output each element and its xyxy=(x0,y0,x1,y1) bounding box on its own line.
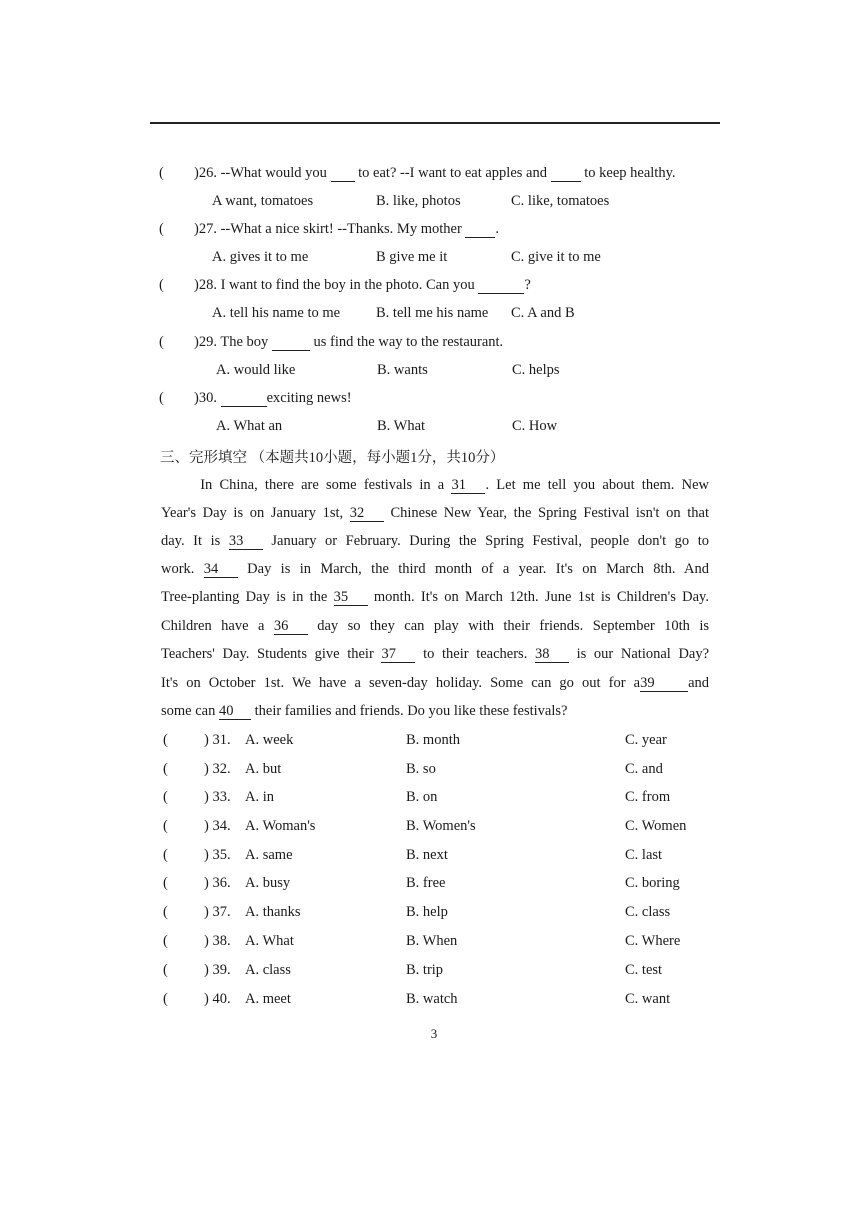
passage-line xyxy=(161,477,709,494)
option-b: B. help xyxy=(406,904,448,920)
page-number: 3 xyxy=(430,1026,438,1041)
option-a: A. week xyxy=(245,732,294,748)
answer-paren: ( xyxy=(163,789,168,805)
option-b: B. like, photos xyxy=(376,193,461,209)
option-a: A. gives it to me xyxy=(212,249,309,265)
option-c: C. year xyxy=(625,732,667,748)
header-rule xyxy=(150,122,720,124)
question-number: ) 36. xyxy=(204,875,231,891)
passage-text: and xyxy=(688,675,709,691)
option-a: A. What an xyxy=(216,418,283,434)
passage-line xyxy=(161,703,709,720)
option-c: C. boring xyxy=(625,875,680,891)
answer-paren: ( xyxy=(163,847,168,863)
answer-paren: ( xyxy=(159,334,164,350)
question-number: )28. xyxy=(194,277,217,293)
stem-text: to keep healthy. xyxy=(584,165,676,181)
answer-paren: ( xyxy=(159,221,164,237)
cloze-blank: 34 xyxy=(204,562,238,578)
answer-blank xyxy=(221,391,267,407)
question-number: )30. xyxy=(194,390,217,406)
passage-text: January or February. During the Spring Festival, people don't go to xyxy=(271,533,709,549)
option-b: B. What xyxy=(377,418,426,434)
question-number: ) 39. xyxy=(204,962,231,978)
cloze-blank: 33 xyxy=(229,534,263,550)
option-a: A. in xyxy=(245,789,274,805)
question-number: )27. xyxy=(194,221,217,237)
cloze-blank: 40 xyxy=(219,704,251,720)
answer-blank xyxy=(465,222,495,238)
stem-text: --What would you xyxy=(220,165,327,181)
passage-text: work. xyxy=(161,561,195,577)
answer-blank xyxy=(551,166,581,182)
passage-line xyxy=(161,505,709,522)
section-heading: 三、完形填空 （本题共10小题，每小题1分，共10分） xyxy=(160,450,505,466)
option-b: B. When xyxy=(406,933,458,949)
question-stem xyxy=(194,334,503,351)
option-b: B. watch xyxy=(406,991,458,1007)
option-a: A. same xyxy=(245,847,293,863)
option-c: C. class xyxy=(625,904,671,920)
passage-text: . Let me tell you about them. New xyxy=(485,477,709,493)
passage-text: day. It is xyxy=(161,533,221,549)
answer-blank xyxy=(331,166,355,182)
option-b: B give me it xyxy=(376,249,448,265)
option-b: B. free xyxy=(406,875,446,891)
option-a: A. would like xyxy=(216,362,296,378)
answer-paren: ( xyxy=(163,818,168,834)
option-b: B. so xyxy=(406,761,436,777)
answer-blank xyxy=(272,335,310,351)
question-number: ) 35. xyxy=(204,847,231,863)
passage-text: month. It's on March 12th. June 1st is Children's Day. xyxy=(373,589,709,605)
option-b: B. month xyxy=(406,732,460,748)
stem-text: --What a nice skirt! --Thanks. My mother xyxy=(220,221,462,237)
passage-line xyxy=(161,646,709,663)
option-c: C. Women xyxy=(625,818,687,834)
stem-text: I want to find the boy in the photo. Can you xyxy=(220,277,475,293)
question-number: ) 31. xyxy=(204,732,231,748)
passage-text: Teachers' Day. Students give their xyxy=(161,646,374,662)
option-c: C. from xyxy=(625,789,671,805)
option-c: C. and xyxy=(625,761,663,777)
passage-text: is our National Day? xyxy=(576,646,710,662)
option-a: A. What xyxy=(245,933,294,949)
cloze-blank: 32 xyxy=(350,506,384,522)
question-stem xyxy=(194,165,676,182)
passage-text: Tree-planting Day is in the xyxy=(161,589,328,605)
stem-text: to eat? --I want to eat apples and xyxy=(358,165,547,181)
passage-line xyxy=(161,618,709,635)
answer-blank xyxy=(478,278,524,294)
stem-text: . xyxy=(495,221,500,237)
question-number: ) 37. xyxy=(204,904,231,920)
passage-text: Day is in March, the third month of a year. It's on March 8th. And xyxy=(247,561,709,577)
stem-text: us find the way to the restaurant. xyxy=(313,334,504,350)
cloze-blank: 35 xyxy=(334,590,368,606)
question-stem xyxy=(194,277,531,294)
option-c: C. last xyxy=(625,847,663,863)
option-a: A. Woman's xyxy=(245,818,316,834)
answer-paren: ( xyxy=(159,390,164,406)
option-c: C. test xyxy=(625,962,663,978)
cloze-blank: 31 xyxy=(451,478,485,494)
passage-text: Children have a xyxy=(161,618,265,634)
option-c: C. How xyxy=(512,418,558,434)
answer-paren: ( xyxy=(159,277,164,293)
question-number: ) 32. xyxy=(204,761,231,777)
option-a: A. busy xyxy=(245,875,291,891)
question-number: ) 34. xyxy=(204,818,231,834)
option-c: C. give it to me xyxy=(511,249,601,265)
cloze-blank: 39 xyxy=(640,676,688,692)
passage-text: some can xyxy=(161,703,216,719)
cloze-blank: 38 xyxy=(535,647,569,663)
question-number: ) 33. xyxy=(204,789,231,805)
answer-paren: ( xyxy=(163,904,168,920)
option-b: B. on xyxy=(406,789,438,805)
option-a: A. thanks xyxy=(245,904,301,920)
option-a: A. class xyxy=(245,962,291,978)
answer-paren: ( xyxy=(163,875,168,891)
option-c: C. A and B xyxy=(511,305,575,321)
option-a: A want, tomatoes xyxy=(212,193,314,209)
option-c: C. helps xyxy=(512,362,560,378)
option-b: B. trip xyxy=(406,962,444,978)
passage-line xyxy=(161,589,709,606)
option-b: B. wants xyxy=(377,362,428,378)
stem-text: exciting news! xyxy=(266,390,352,406)
question-stem xyxy=(194,221,499,238)
option-b: B. tell me his name xyxy=(376,305,489,321)
passage-text: day so they can play with their friends. September 10th is xyxy=(317,618,709,634)
passage-line xyxy=(161,561,709,578)
option-a: A. but xyxy=(245,761,282,777)
question-number: )26. xyxy=(194,165,217,181)
option-b: B. Women's xyxy=(406,818,476,834)
answer-paren: ( xyxy=(159,165,164,181)
question-number: ) 40. xyxy=(204,991,231,1007)
question-stem xyxy=(194,390,352,407)
stem-text: The boy xyxy=(220,334,269,350)
passage-text: Chinese New Year, the Spring Festival isn't on that xyxy=(390,505,709,521)
answer-paren: ( xyxy=(163,761,168,777)
answer-paren: ( xyxy=(163,933,168,949)
option-a: A. meet xyxy=(245,991,291,1007)
cloze-blank: 37 xyxy=(381,647,415,663)
question-number: ) 38. xyxy=(204,933,231,949)
passage-text: In China, there are some festivals in a xyxy=(193,477,445,493)
option-c: C. Where xyxy=(625,933,681,949)
answer-paren: ( xyxy=(163,991,168,1007)
passage-text: to their teachers. xyxy=(423,646,528,662)
option-b: B. next xyxy=(406,847,448,863)
option-a: A. tell his name to me xyxy=(212,305,341,321)
passage-line xyxy=(161,533,709,550)
passage-line xyxy=(161,675,709,692)
passage-text: their families and friends. Do you like these festivals? xyxy=(254,703,568,719)
cloze-blank: 36 xyxy=(274,619,308,635)
stem-text: ? xyxy=(524,277,531,293)
passage-text: It's on October 1st. We have a seven-day holiday. Some can go out for a xyxy=(161,675,641,691)
passage-text: Year's Day is on January 1st, xyxy=(161,505,344,521)
question-number: )29. xyxy=(194,334,217,350)
answer-paren: ( xyxy=(163,962,168,978)
answer-paren: ( xyxy=(163,732,168,748)
option-c: C. want xyxy=(625,991,671,1007)
option-c: C. like, tomatoes xyxy=(511,193,610,209)
